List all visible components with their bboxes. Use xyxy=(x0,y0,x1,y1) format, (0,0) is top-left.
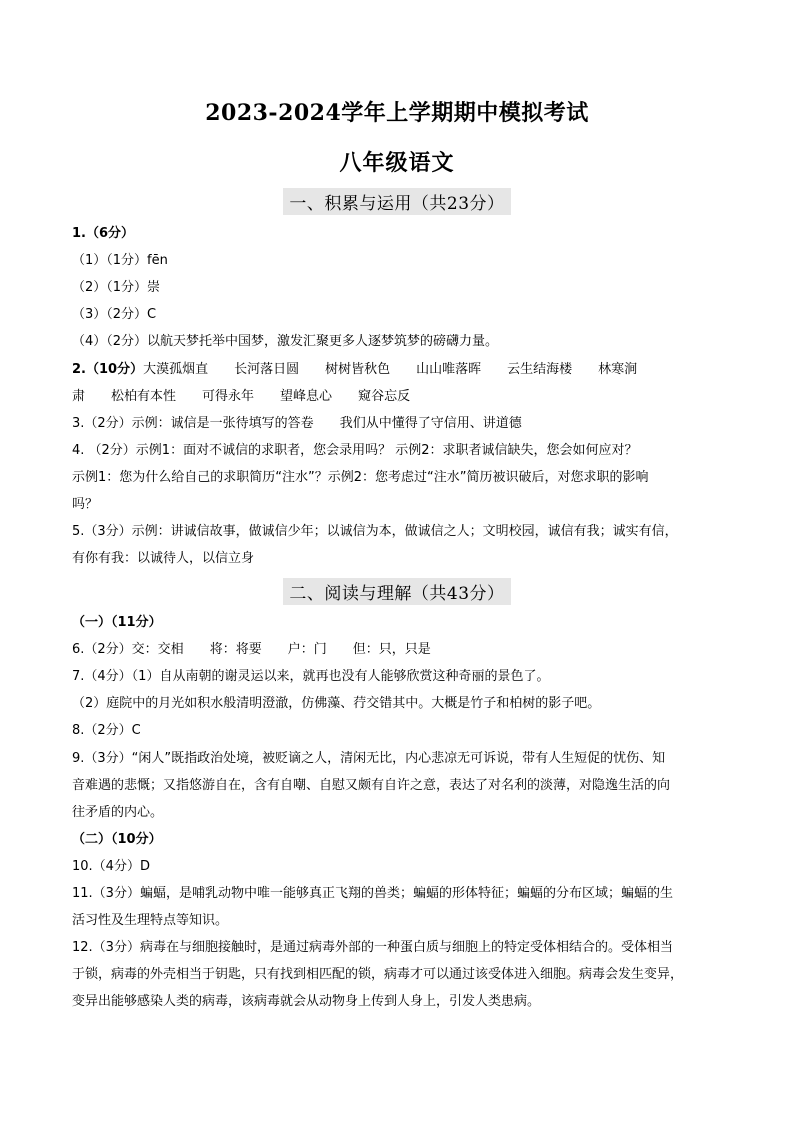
q1-part3: （3）（2分）C xyxy=(72,307,157,322)
q1-part2: （2）（1分）崇 xyxy=(72,280,161,295)
q6-answer: 户：门 xyxy=(287,642,327,657)
q4-line3: 吗？ xyxy=(72,497,99,512)
q2-item: 可得永年 xyxy=(202,389,255,404)
q9-line1: 9.（3分）“闲人”既指政治处境，被贬谪之人，清闲无比，内心悲凉无可诉说，带有人生短促的忧伤、知 xyxy=(72,751,666,766)
section-heading-1: 一、积累与运用（共23分） xyxy=(0,188,794,215)
q1-heading: 1.（6分） xyxy=(72,226,135,241)
section-heading-2: 二、阅读与理解（共43分） xyxy=(0,578,794,605)
q2-item: 长河落日圆 xyxy=(234,362,300,377)
q2-item: 肃 xyxy=(72,389,86,404)
q10-answer: 10.（4分）D xyxy=(72,859,150,874)
q2-line2 xyxy=(72,387,732,407)
q2-heading: 2.（10分） xyxy=(72,362,144,377)
q7-part1: 7.（4分）（1）自从南朝的谢灵运以来，就再也没有人能够欣赏这种奇丽的景色了。 xyxy=(72,669,550,684)
q1-part1: （1）（1分）fēn xyxy=(72,253,168,268)
q4-line2: 示例1：您为什么给自己的求职简历“注水”？示例2：您考虑过“注水”简历被识破后，对您求职的影响 xyxy=(72,470,649,485)
q9-line2: 音难遇的悲慨；又指悠游自在，含有自嘲、自慰又颇有自许之意，表达了对名利的淡薄，对隐逸生活的向 xyxy=(72,778,671,793)
q2-item: 大漠孤烟直 xyxy=(143,362,209,377)
q2-item: 窥谷忘反 xyxy=(358,389,411,404)
q3-answer-b: 我们从中懂得了守信用、讲道德 xyxy=(339,416,522,431)
q2-item: 云生结海楼 xyxy=(507,362,573,377)
q2-item: 望峰息心 xyxy=(280,389,333,404)
q12-line2: 于锁，病毒的外壳相当于钥匙，只有找到相匹配的锁，病毒才可以通过该受体进入细胞。病毒会发生变异， xyxy=(72,967,684,982)
q2-item: 林寒涧 xyxy=(598,362,638,377)
q2-item: 山山唯落晖 xyxy=(416,362,482,377)
q2-item: 树树皆秋色 xyxy=(325,362,391,377)
q6-answer: 将：将要 xyxy=(209,642,262,657)
q4-line1: 4. （2分）示例1：面对不诚信的求职者，您会录用吗？ 示例2：求职者诚信缺失，您会如何应对？ xyxy=(72,443,638,458)
q6-line xyxy=(72,640,732,660)
q9-line3: 往矛盾的内心。 xyxy=(72,805,164,820)
q2-item: 松柏有本性 xyxy=(111,389,177,404)
part2-heading: （二）（10分） xyxy=(72,832,162,847)
q6-answer: 但：只，只是 xyxy=(352,642,431,657)
q11-line1: 11.（3分）蝙蝠，是哺乳动物中唯一能够真正飞翔的兽类；蝙蝠的形体特征；蝙蝠的分布区域；蝙蝠的生 xyxy=(72,886,673,901)
page-subtitle: 八年级语文 xyxy=(339,150,455,176)
part1-heading: （一）（11分） xyxy=(72,615,162,630)
q3-line xyxy=(72,414,732,434)
q12-line1: 12.（3分）病毒在与细胞接触时，是通过病毒外部的一种蛋白质与细胞上的特定受体相结合的。受体相当 xyxy=(72,940,673,955)
q5-line2: 有你有我：以诚待人，以信立身 xyxy=(72,551,255,566)
q12-line3: 变异出能够感染人类的病毒，该病毒就会从动物身上传到人身上，引发人类患病。 xyxy=(72,994,541,1009)
q6-answer: 6.（2分）交：交相 xyxy=(72,642,184,657)
q5-line1: 5.（3分）示例：讲诚信故事，做诚信少年；以诚信为本，做诚信之人；文明校园，诚信有我；诚实有信， xyxy=(72,524,678,539)
q2-line1 xyxy=(72,360,732,380)
q11-line2: 活习性及生理特点等知识。 xyxy=(72,913,229,928)
q8-answer: 8.（2分）C xyxy=(72,723,141,738)
q7-part2: （2）庭院中的月光如积水般清明澄澈，仿佛藻、荇交错其中。大概是竹子和柏树的影子吧。 xyxy=(72,696,601,711)
page-title: 2023-2024学年上学期期中模拟考试 xyxy=(205,100,589,126)
q3-answer-a: 3.（2分）示例：诚信是一张待填写的答卷 xyxy=(72,416,314,431)
q1-part4: （4）（2分）以航天梦托举中国梦，激发汇聚更多人逐梦筑梦的磅礴力量。 xyxy=(72,334,499,349)
